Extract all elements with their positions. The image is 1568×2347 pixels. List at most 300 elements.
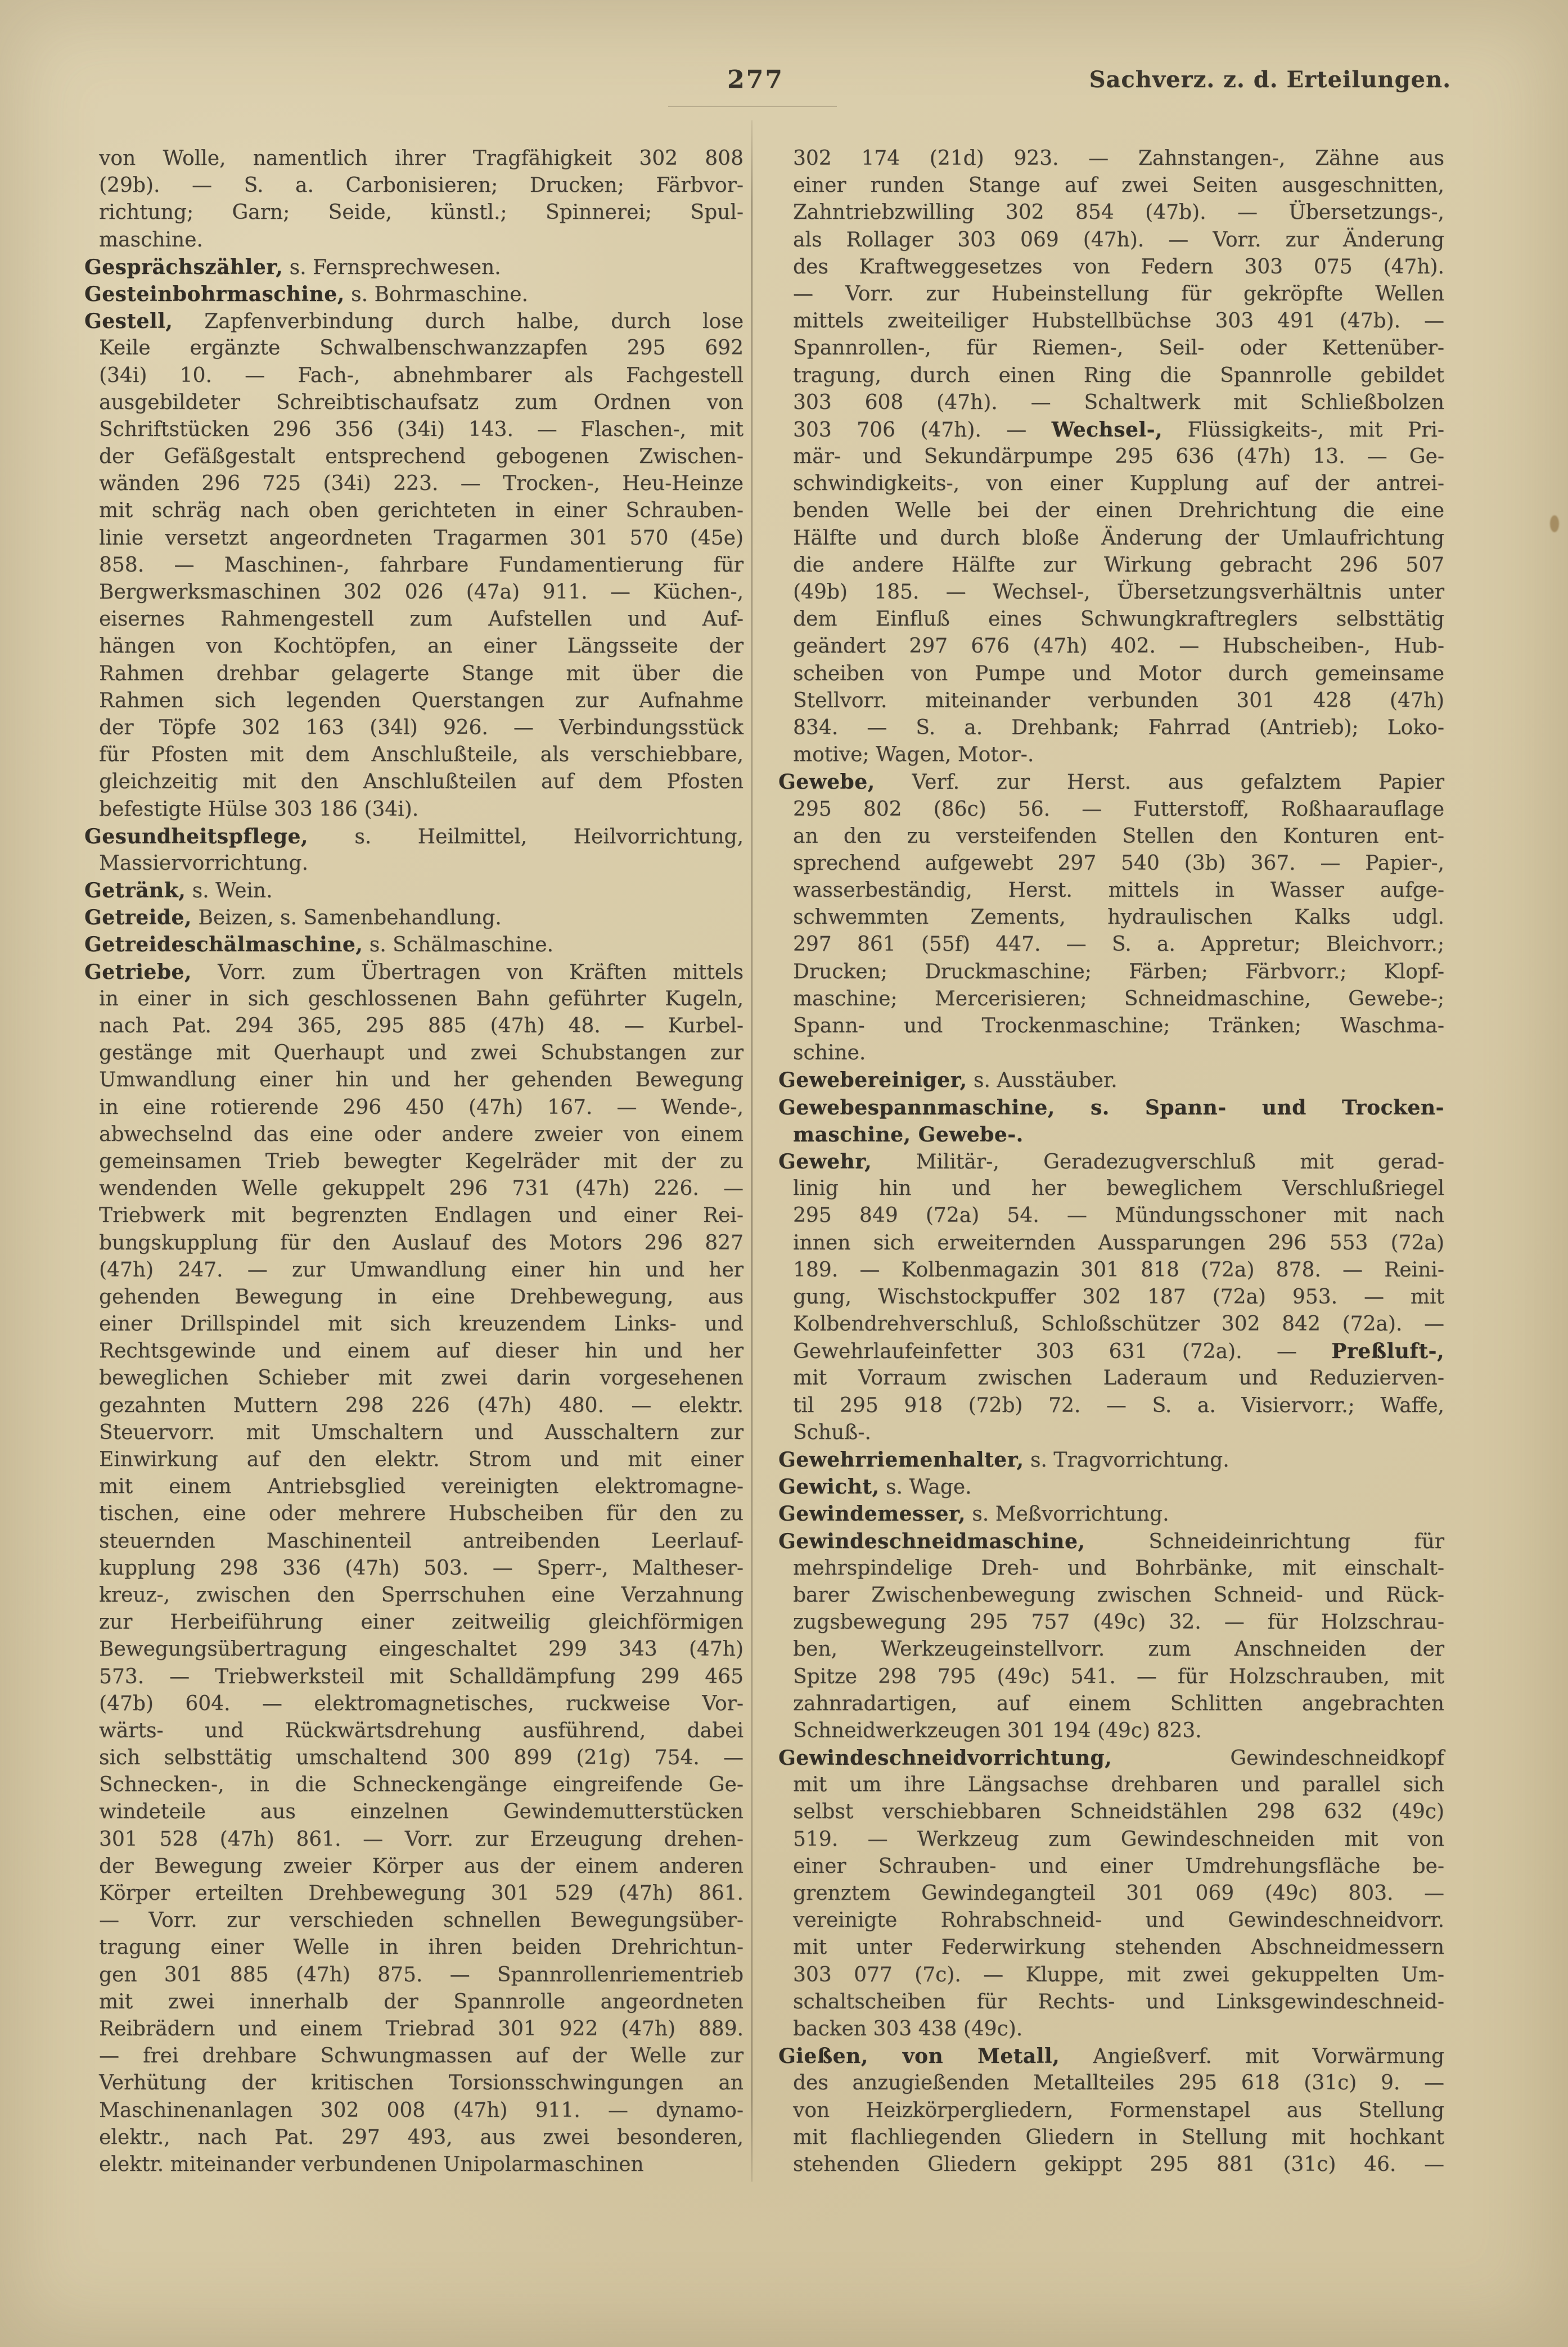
text-line [778, 1121, 1444, 1148]
text-line [778, 741, 1444, 768]
text-line [84, 335, 744, 362]
text-line [778, 986, 1444, 1013]
text-line [84, 1853, 744, 1880]
text-run: einer Drillspindel mit sich kreuzendem Links- und [99, 1312, 744, 1336]
text-line [84, 877, 744, 904]
text-line [778, 1202, 1444, 1229]
text-run: mit einem Antriebsglied vereinigten elektromagne- [99, 1475, 744, 1499]
text-run: Gewehrlaufeinfetter 303 631 (72a). — [793, 1340, 1332, 1364]
text-line [84, 741, 744, 768]
text-run: Angießverf. mit Vorwärmung [1060, 2045, 1444, 2069]
text-run: sprechend aufgewebt 297 540 (3b) 367. — Papier-, [793, 851, 1444, 875]
text-line [778, 227, 1444, 254]
text-run: (49b) 185. — Wechsel-, Übersetzungsverhältnis unter [793, 581, 1444, 604]
text-line [778, 850, 1444, 877]
text-run: zahnradartigen, auf einem Schlitten angebrachten [793, 1692, 1444, 1715]
text-line [84, 525, 744, 552]
text-line [778, 1609, 1444, 1636]
index-headword: Gewicht, [778, 1475, 880, 1499]
text-line [778, 877, 1444, 904]
text-run: scheiben von Pumpe und Motor durch gemeinsame [793, 662, 1444, 685]
text-line [778, 1284, 1444, 1311]
text-run: (47h) 247. — zur Umwandlung einer hin und her [99, 1258, 744, 1282]
index-headword: Getreideschälmaschine, [84, 933, 363, 957]
text-line [84, 1744, 744, 1772]
text-run: — Vorr. zur Hubeinstellung für gekröpfte Wellen [793, 282, 1444, 305]
text-run: Kolbendrehverschluß, Schloßschützer 302 842 (72a). — [793, 1312, 1444, 1336]
text-line [84, 1500, 744, 1527]
text-run: schine. [793, 1041, 866, 1065]
text-run: gen 301 885 (47h) 875. — Spannrollenriementrieb [99, 1963, 744, 1986]
text-run: Spannrollen-, für Riemen-, Seil- oder Kettenüber- [793, 336, 1444, 360]
text-line [778, 281, 1444, 308]
text-run: vereinigte Rohrabschneid- und Gewindeschneidvorr. [793, 1909, 1444, 1932]
text-run: 834. — S. a. Drehbank; Fahrrad (Antrieb); Loko- [793, 716, 1444, 739]
text-run: innen sich erweiternden Aussparungen 296 553 (72a) [793, 1231, 1444, 1255]
text-line [84, 254, 744, 281]
text-run: windeteile aus einzelnen Gewindemutterstücken [99, 1800, 744, 1824]
text-run: s. Tragvorrichtung. [1024, 1449, 1229, 1472]
text-run: Spitze 298 795 (49c) 541. — für Holzschrauben, mit [793, 1665, 1444, 1688]
text-line [778, 579, 1444, 606]
text-line [84, 1772, 744, 1799]
text-line [84, 1257, 744, 1284]
text-run: an den zu versteifenden Stellen den Konturen ent- [793, 824, 1444, 848]
text-line [778, 1934, 1444, 1961]
running-header-title: Sachverz. z. d. Erteilungen. [1089, 66, 1451, 93]
text-run: wärts- und Rückwärtsdrehung ausführend, dabei [99, 1719, 744, 1742]
text-run: gezahnten Muttern 298 226 (47h) 480. — elektr. [99, 1393, 744, 1417]
text-line [84, 796, 744, 823]
index-headword: Gestell, [84, 309, 173, 334]
page-number: 277 [727, 65, 784, 94]
text-run: gehenden Bewegung in eine Drehbewegung, aus [99, 1285, 744, 1309]
text-run: stehenden Gliedern gekippt 295 881 (31c) 46. — [793, 2152, 1444, 2176]
text-run: s. Wage. [879, 1476, 972, 1499]
index-headword: Gewebe, [778, 770, 875, 794]
text-run: Einwirkung auf den elektr. Strom und mit einer [99, 1448, 744, 1471]
text-run: 303 608 (47h). — Schaltwerk mit Schließbolzen [793, 390, 1444, 414]
text-run: motive; Wagen, Motor-. [793, 743, 1034, 767]
text-line [778, 2070, 1444, 2097]
text-line [84, 2070, 744, 2097]
text-line [84, 714, 744, 741]
text-line [778, 1175, 1444, 1202]
index-headword: Wechsel-, [1051, 417, 1163, 442]
text-line [778, 2016, 1444, 2043]
text-run: abwechselnd das eine oder andere zweier von einem [99, 1122, 744, 1146]
text-run: Steuervorr. mit Umschaltern und Ausschaltern zur [99, 1420, 744, 1444]
text-line [84, 2124, 744, 2151]
text-line [84, 1528, 744, 1555]
text-line [84, 1230, 744, 1257]
text-run: 858. — Maschinen-, fahrbare Fundamentierung für [99, 553, 744, 577]
text-run: schwindigkeits-, von einer Kupplung auf der antrei- [793, 472, 1444, 496]
text-line [778, 1799, 1444, 1826]
text-line [84, 1799, 744, 1826]
text-line [84, 633, 744, 660]
text-run: Militär-, Geradezugverschluß mit gerad- [872, 1150, 1444, 1173]
index-headword: Gesundheitspflege, [84, 824, 308, 848]
text-line [778, 254, 1444, 281]
text-run: Verhütung der kritischen Torsionsschwingungen an [99, 2071, 744, 2095]
text-run: backen 303 438 (49c). [793, 2017, 1023, 2040]
text-line [778, 823, 1444, 850]
text-line [84, 1202, 744, 1229]
text-run: s. Bohrmaschine. [344, 282, 528, 306]
text-run: kreuz-, zwischen den Sperrschuhen eine Verzahnung [99, 1583, 744, 1607]
text-line [778, 389, 1444, 416]
index-headword: Gesteinbohrmaschine, [84, 282, 345, 306]
text-line [778, 768, 1444, 795]
text-run: als Rollager 303 069 (47h). — Vorr. zur Änderung [793, 228, 1444, 251]
text-run: gleichzeitig mit den Anschlußteilen auf dem Pfosten [99, 770, 744, 794]
text-run: einer Schrauben- und einer Umdrehungsfläche be- [793, 1854, 1444, 1878]
text-run: mehrspindelige Dreh- und Bohrbänke, mit einschalt- [793, 1556, 1444, 1580]
text-line [778, 2043, 1444, 2070]
text-run: befestigte Hülse 303 186 (34i). [99, 797, 419, 821]
text-line [778, 525, 1444, 552]
text-line [84, 2151, 744, 2178]
text-line [778, 1880, 1444, 1907]
text-run: Reibrädern und einem Triebrad 301 922 (47h) 889. [99, 2017, 744, 2040]
text-run: 303 706 (47h). — [793, 418, 1052, 442]
text-line [84, 1311, 744, 1338]
text-line [778, 497, 1444, 524]
text-run: 189. — Kolbenmagazin 301 818 (72a) 878. — Reini- [793, 1258, 1444, 1282]
text-run: zugsbewegung 295 757 (49c) 32. — für Holzschrau- [793, 1611, 1444, 1634]
text-run: Beizen, s. Samenbehandlung. [191, 906, 502, 930]
text-run: — frei drehbare Schwungmassen auf der Welle zur [99, 2044, 744, 2068]
text-run: Bergwerksmaschinen 302 026 (47a) 911. — Küchen-, [99, 581, 744, 604]
text-line [778, 1500, 1444, 1527]
text-run: gung, Wischstockpuffer 302 187 (72a) 953. — mit [793, 1285, 1444, 1309]
text-run: gemeinsamen Trieb bewegter Kegelräder mit der zu [99, 1149, 744, 1173]
text-run: geändert 297 676 (47h) 402. — Hubscheiben-, Hub- [793, 635, 1444, 658]
text-line [84, 1690, 744, 1717]
text-line [84, 308, 744, 335]
index-headword: Getriebe, [84, 960, 192, 984]
text-line [84, 768, 744, 795]
text-run: 301 528 (47h) 861. — Vorr. zur Erzeugung drehen- [99, 1827, 744, 1851]
text-line [84, 227, 744, 254]
text-line [778, 362, 1444, 389]
text-line [778, 1717, 1444, 1744]
text-line [84, 1013, 744, 1040]
text-line [84, 986, 744, 1013]
text-line [84, 1148, 744, 1175]
text-run: Spann- und Trockenmaschine; Tränken; Waschma- [793, 1014, 1444, 1037]
text-run: Stellvorr. miteinander verbunden 301 428 (47h) [793, 689, 1444, 712]
text-line [84, 931, 744, 958]
text-run: richtung; Garn; Seide, künstl.; Spinnerei; Spul- [99, 201, 744, 224]
text-run: Zapfenverbindung durch halbe, durch lose [173, 310, 744, 334]
index-headword: Gewindemesser, [778, 1502, 966, 1526]
text-line [778, 1744, 1444, 1772]
text-run: (29b). — S. a. Carbonisieren; Drucken; Färbvor- [99, 174, 744, 197]
text-run: sich selbsttätig umschaltend 300 899 (21g) 754. — [99, 1746, 744, 1770]
text-line [778, 1962, 1444, 1989]
text-run: Gewindeschneidkopf [1112, 1747, 1444, 1770]
paper-stain [1550, 515, 1559, 532]
index-headword: Gewindeschneidvorrichtung, [778, 1746, 1112, 1770]
text-run: s. Ausstäuber. [967, 1069, 1118, 1092]
text-run: dem Einfluß eines Schwungkraftreglers selbsttätig [793, 608, 1444, 631]
text-line [778, 470, 1444, 497]
text-line [84, 1284, 744, 1311]
text-line [84, 579, 744, 606]
text-line [778, 1473, 1444, 1500]
text-line [778, 1446, 1444, 1473]
text-line [778, 904, 1444, 931]
text-run: 573. — Triebwerksteil mit Schalldämpfung 299 465 [99, 1665, 744, 1688]
text-run: in einer in sich geschlossenen Bahn geführter Kugeln, [99, 987, 744, 1010]
text-line [778, 1690, 1444, 1717]
index-headword: Gewehr, [778, 1149, 872, 1173]
text-run: Körper erteilten Drehbewegung 301 529 (47h) 861. [99, 1882, 744, 1905]
text-run: Verf. zur Herst. aus gefalztem Papier [875, 771, 1444, 794]
text-run: Schneidwerkzeugen 301 194 (49c) 823. [793, 1719, 1202, 1742]
text-run: der Bewegung zweier Körper aus der einem anderen [99, 1854, 744, 1878]
text-line [84, 1880, 744, 1907]
text-line [778, 1853, 1444, 1880]
text-run: nach Pat. 294 365, 295 885 (47h) 48. — Kurbel- [99, 1014, 744, 1037]
text-run: ben, Werkzeugeinstellvorr. zum Anschneiden der [793, 1638, 1444, 1661]
text-run: gestänge mit Querhaupt und zwei Schubstangen zur [99, 1041, 744, 1065]
text-line [84, 1473, 744, 1500]
text-line [84, 660, 744, 687]
text-line [84, 443, 744, 470]
text-run: Rahmen drehbar gelagerte Stange mit über die [99, 662, 744, 685]
index-headword: Preßluft-, [1331, 1339, 1444, 1364]
right-text-column [778, 145, 1444, 2178]
text-line [84, 823, 744, 850]
text-line [778, 1365, 1444, 1392]
text-line [84, 1040, 744, 1067]
text-run: Vorr. zum Übertragen von Kräften mittels [191, 960, 744, 984]
text-line [778, 1257, 1444, 1284]
text-run: in eine rotierende 296 450 (47h) 167. — Wende-, [99, 1095, 744, 1119]
index-headword: Getreide, [84, 906, 192, 930]
text-run: Schnecken-, in die Schneckengänge eingreifende Ge- [99, 1773, 744, 1797]
text-run: die andere Hälfte zur Wirkung gebracht 296 507 [793, 553, 1444, 577]
text-run: hängen von Kochtöpfen, an einer Längsseite der [99, 635, 744, 658]
text-line [84, 1717, 744, 1744]
text-run: s. Schälmaschine. [363, 933, 554, 957]
text-run: s. Meßvorrichtung. [965, 1503, 1169, 1526]
text-run: mär- und Sekundärpumpe 295 636 (47h) 13. — Ge- [793, 445, 1444, 469]
text-run: 302 174 (21d) 923. — Zahnstangen-, Zähne aus [793, 147, 1444, 170]
text-line [84, 1609, 744, 1636]
text-line [778, 931, 1444, 958]
text-line [84, 1826, 744, 1853]
text-line [84, 362, 744, 389]
text-line [778, 1040, 1444, 1067]
text-run: zur Herbeiführung einer zeitweilig gleichförmigen [99, 1611, 744, 1634]
text-run: mit Vorraum zwischen Laderaum und Reduzierven- [793, 1366, 1444, 1390]
header-rule [668, 106, 837, 107]
text-line [778, 1311, 1444, 1338]
text-line [778, 145, 1444, 172]
text-run: Schuß-. [793, 1420, 871, 1444]
text-line [84, 687, 744, 714]
text-run: Massiervorrichtung. [99, 851, 308, 875]
text-line [778, 443, 1444, 470]
index-headword: Gewebereiniger, [778, 1068, 967, 1092]
text-run: Drucken; Druckmaschine; Färben; Färbvorr.; Klopf- [793, 960, 1444, 983]
text-line [84, 1419, 744, 1446]
text-run: kupplung 298 336 (47h) 503. — Sperr-, Maltheser- [99, 1556, 744, 1580]
text-line [778, 1555, 1444, 1582]
text-line [778, 1013, 1444, 1040]
text-line [84, 497, 744, 524]
text-run: elektr. miteinander verbundenen Unipolarmaschinen [99, 2152, 644, 2176]
text-run: 297 861 (55f) 447. — S. a. Appretur; Bleichvorr.; [793, 933, 1444, 956]
index-headword: Gießen, von Metall, [778, 2044, 1060, 2069]
left-text-column [84, 145, 744, 2178]
text-line [84, 959, 744, 986]
text-run: maschine. [99, 228, 203, 251]
text-run: s. Fernsprechwesen. [283, 255, 501, 279]
text-line [84, 2097, 744, 2124]
text-run: Zahntriebzwilling 302 854 (47b). — Übersetzungs-, [793, 201, 1444, 224]
text-line [84, 1636, 744, 1663]
text-line [84, 389, 744, 416]
text-run: 295 849 (72a) 54. — Mündungsschoner mit nach [793, 1204, 1444, 1228]
index-headword: Gesprächszähler, [84, 255, 283, 279]
text-line [778, 633, 1444, 660]
text-run: mit um ihre Längsachse drehbaren und parallel sich [793, 1773, 1444, 1797]
index-headword: Gewehrriemenhalter, [778, 1448, 1024, 1472]
text-run: (34i) 10. — Fach-, abnehmbarer als Fachgestell [99, 363, 744, 387]
text-line [778, 1582, 1444, 1609]
text-line [84, 1338, 744, 1365]
text-line [84, 2043, 744, 2070]
text-run: beweglichen Schieber mit zwei darin vorgesehenen [99, 1366, 744, 1390]
index-headword: Gewebespannmaschine, [778, 1095, 1055, 1119]
text-line [84, 1392, 744, 1419]
text-line [778, 1663, 1444, 1690]
text-run: des Kraftweggesetzes von Federn 303 075 (47h). [793, 255, 1444, 278]
text-line [778, 172, 1444, 199]
text-run: Triebwerk mit begrenzten Endlagen und einer Rei- [99, 1204, 744, 1228]
text-run: des anzugießenden Metallteiles 295 618 (31c) 9. — [793, 2071, 1444, 2095]
text-line [84, 606, 744, 633]
text-run: mittels zweiteiliger Hubstellbüchse 303 491 (47b). — [793, 309, 1444, 333]
text-run: der Töpfe 302 163 (34l) 926. — Verbindungsstück [99, 716, 744, 739]
text-run: für Pfosten mit dem Anschlußteile, als verschiebbare, [99, 743, 744, 767]
column-divider-rule [751, 120, 753, 2182]
text-run: von Wolle, namentlich ihrer Tragfähigkeit 302 808 [99, 147, 744, 170]
text-run: Maschinenanlagen 302 008 (47h) 911. — dynamo- [99, 2098, 744, 2122]
text-line [778, 1148, 1444, 1175]
text-run: von Heizkörpergliedern, Formenstapel aus Stellung [793, 2098, 1444, 2122]
text-line [778, 796, 1444, 823]
text-line [778, 959, 1444, 986]
text-run: s. Heilmittel, Heilvorrichtung, [308, 825, 744, 848]
text-line [84, 1934, 744, 1961]
text-line [778, 2124, 1444, 2151]
text-line [778, 199, 1444, 226]
text-run: (47b) 604. — elektromagnetisches, ruckweise Vor- [99, 1692, 744, 1715]
text-run: der Gefäßgestalt entsprechend gebogenen Zwischen- [99, 445, 744, 469]
text-run: tischen, eine oder mehrere Hubscheiben für den zu [99, 1502, 744, 1526]
text-run: s. Wein. [186, 879, 273, 903]
text-run: steuernden Maschinenteil antreibenden Leerlauf- [99, 1529, 744, 1553]
text-line [84, 1962, 744, 1989]
text-line [84, 172, 744, 199]
text-line [84, 1582, 744, 1609]
index-headword: Gewindeschneidmaschine, [778, 1529, 1085, 1553]
text-run: maschine; Mercerisieren; Schneidmaschine, Gewebe-; [793, 987, 1444, 1010]
text-run: Rechtsgewinde und einem auf dieser hin und her [99, 1339, 744, 1363]
text-line [778, 1772, 1444, 1799]
index-headword: s. Spann- und Trocken- [1055, 1095, 1444, 1119]
text-run: tragung einer Welle in ihren beiden Drehrichtun- [99, 1936, 744, 1959]
text-run: 295 802 (86c) 56. — Futterstoff, Roßhaarauflage [793, 797, 1444, 821]
text-line [778, 1989, 1444, 2016]
text-run: Umwandlung einer hin und her gehenden Bewegung [99, 1068, 744, 1092]
text-line [84, 1989, 744, 2016]
text-line [778, 1067, 1444, 1094]
text-line [778, 2151, 1444, 2178]
text-run: 519. — Werkzeug zum Gewindeschneiden mit von [793, 1827, 1444, 1851]
text-run: linie versetzt angeordneten Tragarmen 301 570 (45e) [99, 526, 744, 550]
text-line [84, 552, 744, 579]
text-line [84, 1094, 744, 1121]
text-line [84, 1907, 744, 1934]
text-line [84, 199, 744, 226]
text-line [84, 2016, 744, 2043]
text-line [778, 1826, 1444, 1853]
text-line [84, 1555, 744, 1582]
text-line [778, 416, 1444, 443]
text-line [84, 904, 744, 931]
text-run: Hälfte und durch bloße Änderung der Umlaufrichtung [793, 526, 1444, 550]
text-line [778, 660, 1444, 687]
text-run: Bewegungsübertragung eingeschaltet 299 343 (47h) [99, 1638, 744, 1661]
text-line [84, 470, 744, 497]
text-run: Schneideinrichtung für [1085, 1530, 1444, 1553]
text-run: Flüssigkeits-, mit Pri- [1163, 418, 1444, 442]
text-run: schwemmten Zements, hydraulischen Kalks udgl. [793, 906, 1444, 929]
text-line [778, 1094, 1444, 1121]
text-run: linig hin und her beweglichem Verschlußriegel [793, 1177, 1444, 1201]
text-line [84, 145, 744, 172]
text-line [84, 1067, 744, 1094]
text-line [778, 714, 1444, 741]
text-run: — Vorr. zur verschieden schnellen Bewegungsüber- [99, 1909, 744, 1932]
text-run: bungskupplung für den Auslauf des Motors 296 827 [99, 1231, 744, 1255]
text-run: selbst verschiebbaren Schneidstählen 298 632 (49c) [793, 1800, 1444, 1824]
text-line [84, 416, 744, 443]
text-line [84, 1365, 744, 1392]
text-run: wänden 296 725 (34i) 223. — Trocken-, Heu-Heinze [99, 472, 744, 496]
text-line [778, 1230, 1444, 1257]
text-run: barer Zwischenbewegung zwischen Schneid- und Rück- [793, 1583, 1444, 1607]
text-line [84, 281, 744, 308]
text-line [84, 850, 744, 877]
text-run: elektr., nach Pat. 297 493, aus zwei besonderen, [99, 2125, 744, 2149]
text-line [778, 606, 1444, 633]
text-run: tragung, durch einen Ring die Spannrolle gebildet [793, 363, 1444, 387]
text-run: mit flachliegenden Gliedern in Stellung mit hochkant [793, 2125, 1444, 2149]
text-run: til 295 918 (72b) 72. — S. a. Visiervorr.; Waffe, [793, 1393, 1444, 1417]
text-line [778, 1419, 1444, 1446]
index-headword: Getränk, [84, 879, 186, 903]
text-run: mit schräg nach oben gerichteten in einer Schrauben- [99, 499, 744, 523]
text-line [778, 1636, 1444, 1663]
